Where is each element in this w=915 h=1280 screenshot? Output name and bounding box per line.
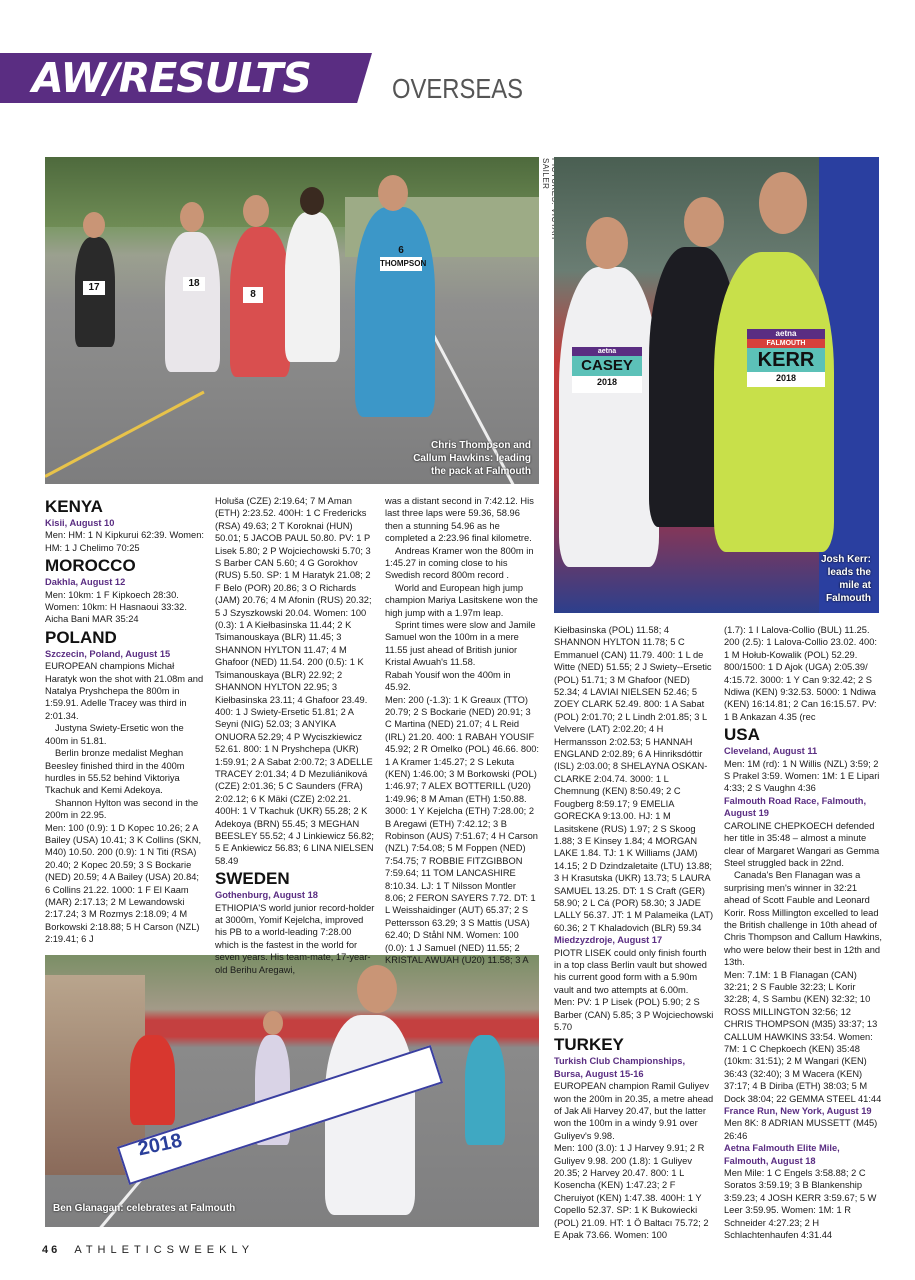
results-text: ETHIOPIA'S world junior record-holder at 3000m, Yomif Kejelcha, improved his PB to a world-leading 7:28.00 which is the fastest in the world for seven years. His team-mate, 17-year-old Berihu Aregawi, <box>215 902 375 975</box>
photo-falmouth-pack <box>45 157 539 484</box>
results-text: Men: 200 (-1.3): 1 K Greaux (TTO) 20.79; 2 S Bockarie (NED) 20.91; 3 C Martina (NED) 21.07; 4 L Reid (IRL) 21.20. 400: 1 RABAH YOUSIF 45.92; 2 R Omelko (POL) 46.66. 800: 1 A Kramer 1:45.27; 2 S Lekuta (KEN) 1:46.00; 3 M Borkowski (POL) 1:46.97; 7 ALEX BOTTERILL (U20) 1:49.96; 8 M Aman (ETH) 1:50.88. 3000: 1 Y Kejelcha (ETH) 7:28.00; 2 B Aregawi (ETH) 7:42.12; 3 B Robinson (AUS) 7:51.67; 4 H Carson (NZL) 7:54.08; 5 M Foppen (NED) 7:54.75; 7 ROBBIE FITZGIBBON 7:59.64; 11 TOM LANCASHIRE 8:10.34. LJ: 1 T Nilsson Montler 8.06; 2 FERON SAYERS 7.72. DT: 1 L Weisshaidinger (AUT) 65.37; 2 S Pettersson 63.29; 3 S Mattis (USA) 62.40; D Ståhl NM. Women: 100 (0.0): 1 J Samuel (NED) 11.55; 2 KRISTAL AWUAH (U20) 11.58; 3 A <box>385 694 539 966</box>
bib-kerr <box>747 329 825 387</box>
photo-credit: SAILER <box>541 158 550 190</box>
country-heading: MOROCCO <box>45 556 136 576</box>
results-text: Men: 1M (rd): 1 N Willis (NZL) 3:59; 2 S Prakel 3:59. Women: 1M: 1 E Lipari 4:33; 2 S Vaughn 4:36 <box>724 758 880 794</box>
column-5 <box>724 624 882 1242</box>
country-heading: KENYA <box>45 497 103 516</box>
bib-sponsor: aetna <box>747 329 825 339</box>
event-heading: Falmouth Road Race, Falmouth, August 19 <box>724 795 867 819</box>
bib-thompson: THOMPSON <box>380 257 422 271</box>
paragraph: Berlin bronze medalist Meghan Beesley finished third in the 400m hurdles in 55.52 behind Viktoriya Tkachuk and Kemi Adekoya. <box>45 748 185 796</box>
runner-head <box>759 172 807 234</box>
paragraph: Canada's Ben Flanagan was a surprising men's winner in 32:21 ahead of Scott Fauble and Leonard Korir. Ross Millington excelled to lead the British challenge in 10th ahead of Chris Thompson and Callum Hawkins, who were below their best in 12th and 13th. <box>724 870 882 968</box>
runner-head <box>300 187 324 215</box>
paragraph: Sprint times were slow and Jamile Samuel won the 100m in a mere 11.55 just ahead of British junior Kristal Awuah's 11.58. <box>385 620 536 668</box>
bib-name: KERR <box>747 348 825 372</box>
photo-caption: Chris Thompson and Callum Hawkins: leading the pack at Falmouth <box>413 440 531 477</box>
bib-casey <box>572 347 642 393</box>
bib-year: 2018 <box>596 377 618 387</box>
event-heading: Aetna Falmouth Elite Mile, Falmouth, August 18 <box>724 1143 840 1166</box>
bib-number: 18 <box>183 277 205 291</box>
runner-figure <box>165 232 220 372</box>
runner-head <box>180 202 204 232</box>
paragraph: Justyna Swiety-Ersetic won the 400m in 51.81. <box>45 723 184 746</box>
column-4 <box>554 624 714 1242</box>
runner-head <box>684 197 724 247</box>
runner-figure <box>465 1035 505 1145</box>
runner-head <box>263 1011 283 1035</box>
brand-title: AW/RESULTS <box>32 54 311 102</box>
results-text: Kiełbasinska (POL) 11.58; 4 SHANNON HYLTON 11.78; 5 C Emmanuel (CAN) 11.79. 400: 1 L de Witte (NED) 51.55; 2 J Swiety--Ersetic (POL) 51.71; 3 M Ghafoor (NED) 52.34; 4 LAVIAI NIELSEN 52.46; 5 ZOEY CLARK 52.49. 800: 1 A Sabat (POL) 2:01.70; 2 L Lindh 2:01.85; 3 L Velvere (LAT) 2:02.20; 4 H Hermansson 2:02.53; 5 HANNAH ENGLAND 2:02.89; 6 A Hinriksdóttir (ISL) 2:03.00; 8 SHELAYNA OSKAN-CLARKE 2:04.74. 3000: 1 L Chemnung (KEN) 8:50.49; 2 C Fougberg 8:59.17; 9 EMELIA GORECKA 9:13.00. HJ: 1 M Lasitskene (RUS) 1.97; 2 S Skoog 1.88; 3 E Kinsey 1.84; 4 MORGAN LAKE 1.84. TJ: 1 K Williams (JAM) 14.15; 2 D Dzindzaletaite (LTU) 13.88; 3 H Krasutska (UKR) 13.73; 5 LAURA SAMUEL 13.25. DT: 1 S Craft (GER) 58.90; 2 L Cá (POR) 58.30; 3 JADE LALLY 56.37. JT: 1 M Palameika (LAT) 60.36; 2 T Khaladovich (BLR) 59.34 <box>554 625 714 933</box>
event-heading: Szczecin, Poland, August 15 <box>45 648 171 659</box>
bib-sponsor: aetna <box>572 347 642 356</box>
bib-number: 6 <box>398 245 404 256</box>
results-text: Men: PV: 1 P Lisek (POL) 5.90; 2 S Barber (CAN) 5.85; 3 P Wojciechowski 5.70 <box>554 997 714 1032</box>
runner-figure <box>285 212 340 362</box>
photo-kerr-mile <box>554 157 879 613</box>
results-text: EUROPEAN champions Michał Haratyk won the shot with 21.08m and Natalya Pryshchepa the 800m in 1:59.91. Adelle Tracey was third in 2:01.34. <box>45 661 204 721</box>
event-heading: Miedzyzdroje, August 17 <box>554 935 663 946</box>
results-text: CAROLINE CHEPKOECH defended her title in 35:48 – almost a minute clear of Margaret Wangari as Gemma Steel struggled back in 22nd. <box>724 820 880 868</box>
results-text: PIOTR LISEK could only finish fourth in a top class Berlin vault but showed his current good form with a 5.90m vault and two attempts at 6.00m. <box>554 947 707 995</box>
results-text: Men: 7.1M: 1 B Flanagan (CAN) 32:21; 2 S Fauble 32:23; L Korir 32:28; 4, S Sambu (KEN) 32:32; 10 ROSS MILLINGTON 32:56; 12 CHRIS THOMPSON (M35) 33:37; 13 CALLUM HAWKINS 33:54. Women: 7M: 1 C Chepkoech (KEN) 35:48 (10km: 31:51); 2 M Wangari (KEN) 36:43 (32:40); 3 M Wacera (KEN) 37:17; 4 B Diriba (ETH) 38:03; 5 M Dock 38:04; 22 GEMMA STEEL 41:44 <box>724 969 882 1104</box>
paragraph: Shannon Hylton was second in the 200m in 22.95. <box>45 797 199 821</box>
results-text: Men: HM: 1 N Kipkurui 62:39. Women: HM: 1 J Chelimo 70:25 <box>45 530 204 553</box>
runner-head <box>586 217 628 269</box>
runner-figure <box>355 207 435 417</box>
bib-number: 8 <box>243 287 263 303</box>
bib-name: CASEY <box>572 356 642 376</box>
column-1 <box>45 495 205 946</box>
country-heading: TURKEY <box>554 1035 624 1055</box>
runner-figure <box>559 267 659 567</box>
results-text: Holuša (CZE) 2:19.64; 7 M Aman (ETH) 2:23.52. 400H: 1 C Fredericks (RSA) 49.63; 2 T Koroknai (HUN) 50.01; 5 JACOB PAUL 50.80. PV: 1 P Lisek 5.80; 2 P Wojciechowski 5.70; 3 S Barber CAN 5.60; 4 G Gorokhov (RUS) 5.50. SP: 1 M Haratyk 21.08; 2 F Belo (POR) 20.86; 3 O Richards (JAM) 20.76; 4 M Afonin (RUS) 20.32; 5 J Szyszkowski 20.04. Women: 100 (0.3): 1 A Kiełbasinska 11.44; 2 K Tsimanouskaya (BLR) 11.45; 3 SHANNON HYLTON 11.47; 4 M Ghafoor (NED) 11.54. 200 (0.5): 1 K Tsimanouskaya (BLR) 22.92; 2 SHANNON HYLTON 22.95; 3 Kiełbasinska 23.11; 4 Ghafoor 23.49. 400: 1 J Swiety-Ersetic 51.81; 2 A Seyni (NIG) 52.03; 3 ANYIKA ONUORA 52.29; 4 P Wyciszkiewicz 52.61. 800: 1 N Pryshchepa (UKR) 1:59.91; 2 A Sabat 2:00.72; 3 ADELLE TRACEY 2:01.34; 4 D Mezuliániková (CZE) 2:01.36; 5 C Saunders (FRA) 2:02.12; 6 K Mäki (CZE) 2:02.21. 400H: 1 V Tkachuk (UKR) 55.28; 2 K Adekoya (BRN) 55.45; 3 MEGHAN BEESLEY 55.52; 4 J Linkiewicz 56.82; 5 E Ankiewicz 56.83; 6 LINA NIELSEN 58.49 <box>215 496 375 866</box>
event-heading: Gothenburg, August 18 <box>215 890 318 901</box>
paragraph: World and European high jump champion Mariya Lasitskene won the high jump with a 1.97m leap. <box>385 582 538 618</box>
results-text: Men Mile: 1 C Engels 3:58.88; 2 C Soratos 3:59.19; 3 B Blankenship 3:59.23; 4 JOSH KERR 3:59.67; 5 W Leer 3:59.95. Women: 1M: 1 R Schneider 4:27.23; 2 H Schlachtenhaufen 4:31.44 <box>724 1168 877 1241</box>
section-title: OVERSEAS <box>392 73 523 104</box>
magazine-name: ATHLETICSWEEKLY <box>74 1244 255 1256</box>
column-3 <box>385 495 539 966</box>
bib-year: 2018 <box>775 373 797 383</box>
bib-number: 17 <box>83 281 105 295</box>
country-heading: USA <box>724 725 760 745</box>
runner-head <box>243 195 269 227</box>
banner-year: 2018 <box>135 1129 185 1161</box>
event-heading: Dakhla, August 12 <box>45 577 126 588</box>
runner-head <box>378 175 408 211</box>
country-heading: POLAND <box>45 627 117 647</box>
event-heading: Kisii, August 10 <box>45 518 115 528</box>
results-text: EUROPEAN champion Ramil Guliyev won the 200m in 20.35, a metre ahead of Jak Ali Harvey 20.47, but the latter won the 100m in a windy 9.91 over Guliyev's 9.98. <box>554 1081 714 1141</box>
page-footer <box>42 1244 254 1256</box>
runner-figure <box>714 252 834 552</box>
photo-caption: Josh Kerr: leads the mile at Falmouth <box>820 554 871 604</box>
results-text: was a distant second in 7:42.12. His last three laps were 59.36, 58.96 then a stunning 54.96 as he completed a 2:23.96 final kilometre. <box>385 496 534 544</box>
results-text: Men: 100 (3.0): 1 J Harvey 9.91; 2 R Guliyev 9.98. 200 (1.8): 1 Guliyev 20.35; 2 Harvey 20.47. 800: 1 L Kosencha (KEN) 1:47.23; 2 F Cheruiyot (KEN) 1:47.38. 400H: 1 Y Copello 52.37. SP: 1 K Bukowiecki (POL) 21.09. HT: 1 Ö Baltacı 75.72; 2 E Apak 73.66. Women: 100 <box>554 1143 709 1241</box>
photo-caption: Ben Glanagan: celebrates at Falmouth <box>53 1203 236 1214</box>
bib-event: FALMOUTH <box>747 339 825 348</box>
results-text: Men: 10km: 1 F Kipkoech 28:30. Women: 10km: H Hasnaoui 33:32. Aicha Bani MAR 35:24 <box>45 589 187 625</box>
results-text: Men: 100 (0.9): 1 D Kopec 10.26; 2 A Bailey (USA) 10.41; 3 K Collins (SKN, M40) 10.50. 200 (0.9): 1 N Titi (RSA) 20.40; 2 Kopec 20.59; 3 S Bockarie (NED) 20.59; 4 A Bailey (USA) 20.84; 6 Collins 21.22. 1000: 1 F El Kaam (MAR) 2:17.13; 2 M Lewandowski 2:17.24; 3 M Rozmys 2:18.09; 4 M Borkowski 2:18.88; 5 H Carson (NZL) 2:19.41; 6 J <box>45 822 202 945</box>
paragraph: Andreas Kramer won the 800m in 1:45.27 in coming close to his Swedish record 800m record . <box>385 545 534 581</box>
page-number: 46 <box>42 1244 61 1256</box>
country-heading: SWEDEN <box>215 869 290 889</box>
results-text: Men 8K: 8 ADRIAN MUSSETT (M45) 26:46 <box>724 1118 878 1141</box>
event-heading: France Run, New York, August 19 <box>724 1106 872 1117</box>
event-heading: Turkish Club Championships, Bursa, August 15-16 <box>554 1056 686 1079</box>
photo-flanagan-finish <box>45 955 539 1227</box>
column-2 <box>215 495 377 976</box>
event-heading: Cleveland, August 11 <box>724 746 818 757</box>
results-text: Rabah Yousif won the 400m in 45.92. <box>385 669 511 693</box>
runner-head <box>83 212 105 238</box>
results-text: (1.7): 1 I Lalova-Collio (BUL) 11.25. 200 (2.5): 1 Lalova-Collio 23.02. 400: 1 M Hołub-Kowalik (POL) 52.29. 800/1500: 1 D Ajok (UGA) 2:05.39/ 4:15.72. 3000: 1 Y Can 9:32.42; 2 S Ndiwa (KEN) 9:32.53. 5000: 1 Ndiwa (KEN) 16:14.81; 2 Can 16:15.57. PV: 1 B Ankazan 4.35 (rec <box>724 625 877 722</box>
runner-figure <box>130 1035 175 1125</box>
